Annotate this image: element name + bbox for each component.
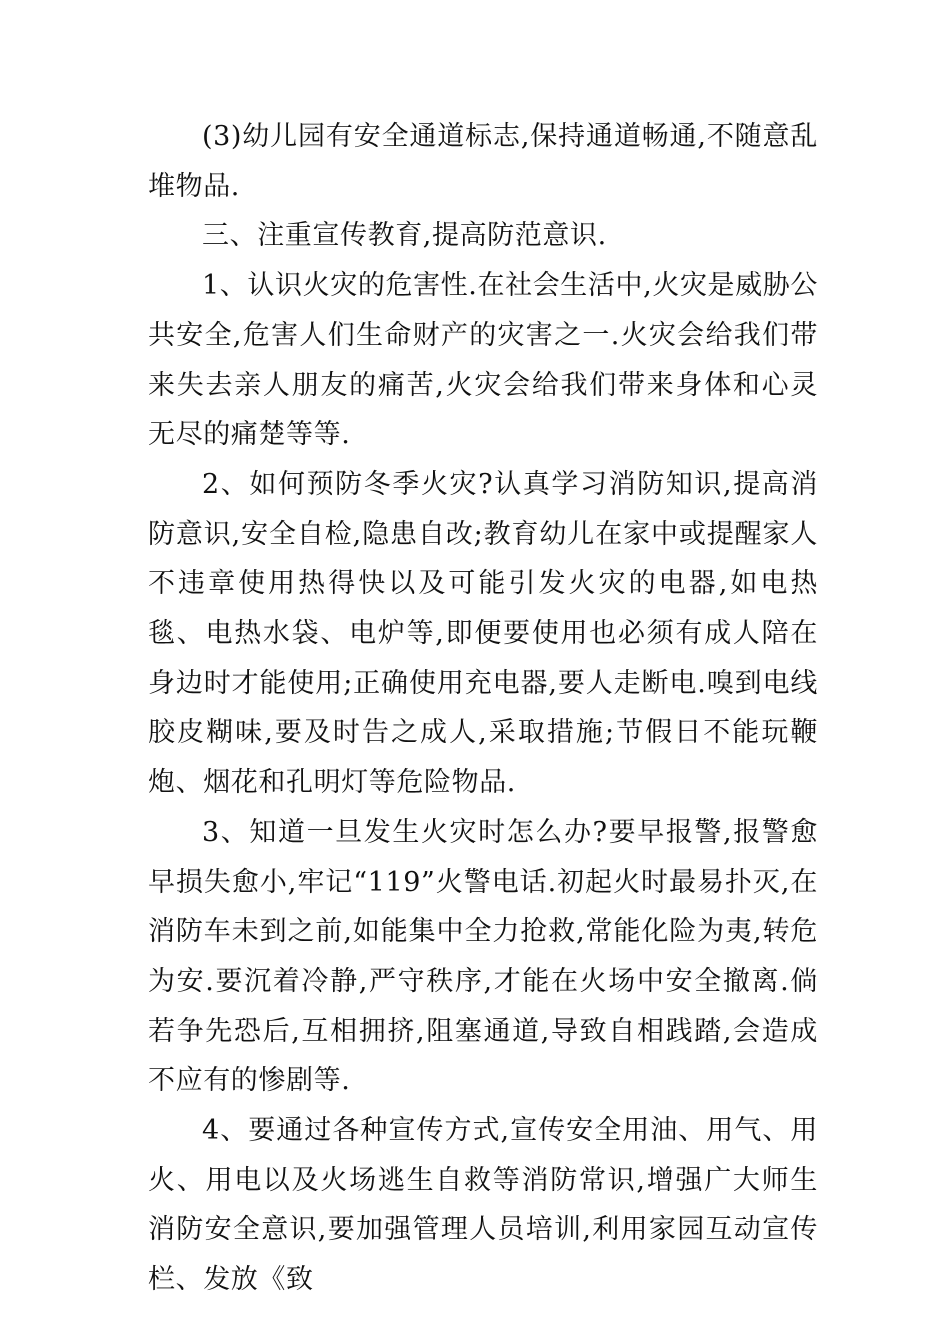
- paragraph-section-heading-3: 三、注重宣传教育,提高防范意识.: [202, 220, 607, 252]
- document-body: [148, 112, 818, 1305]
- paragraph-fire-response: 3、知道一旦发生火灾时怎么办?要早报警,报警愈早损失愈小,牢记“119”火警电话.初起火时最易扑灭,在消防车未到之前,如能集中全力抢救,常能化险为夷,转危为安.要沉着冷静,严守秩序,才能在火场中安全撤离.倘若争先恐后,互相拥挤,阻塞通道,导致自相践踏,会造成不应有的惨剧等.: [148, 816, 818, 1097]
- paragraph-fire-hazard: 1、认识火灾的危害性.在社会生活中,火灾是威胁公共安全,危害人们生命财产的灾害之一.火灾会给我们带来失去亲人朋友的痛苦,火灾会给我们带来身体和心灵无尽的痛楚等等.: [148, 270, 818, 451]
- paragraph-winter-fire-prevention: 2、如何预防冬季火灾?认真学习消防知识,提高消防意识,安全自检,隐患自改;教育幼儿在家中或提醒家人不违章使用热得快以及可能引发火灾的电器,如电热毯、电热水袋、电炉等,即便要使用也必须有成人陪在身边时才能使用;正确使用充电器,要人走断电.嗅到电线胶皮糊味,要及时告之成人,采取措施;节假日不能玩鞭炮、烟花和孔明灯等危险物品.: [148, 468, 818, 799]
- paragraph-passage-safety-item-3: (3)幼儿园有安全通道标志,保持通道畅通,不随意乱堆物品.: [148, 121, 818, 202]
- paragraph-publicity-methods: 4、要通过各种宣传方式,宣传安全用油、用气、用火、用电以及火场逃生自救等消防常识,增强广大师生消防安全意识,要加强管理人员培训,利用家园互动宣传栏、发放《致: [148, 1115, 818, 1296]
